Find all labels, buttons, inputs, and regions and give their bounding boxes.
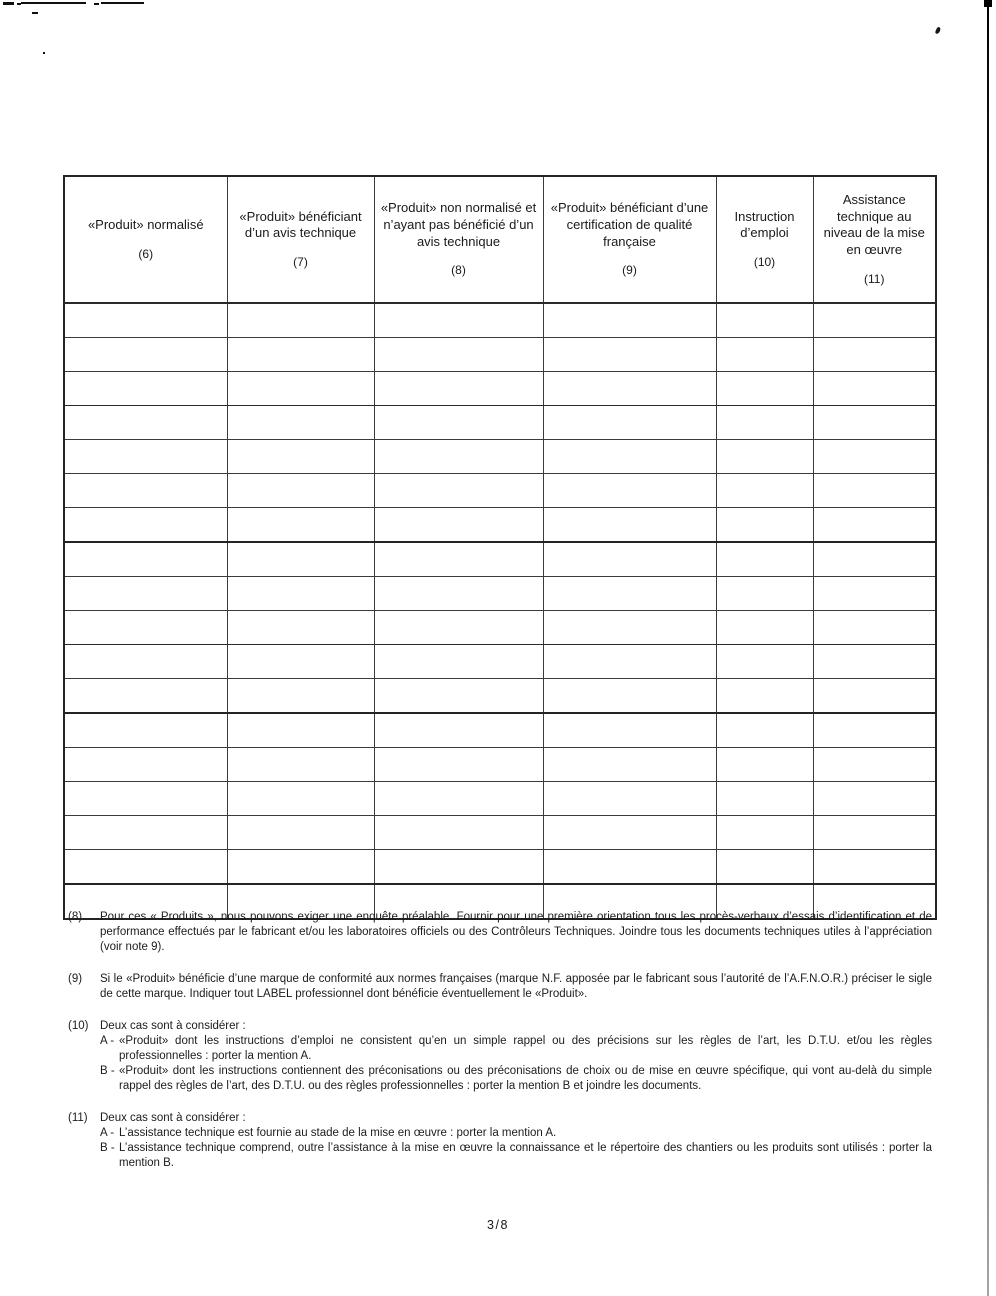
empty-cell: [543, 440, 716, 474]
empty-cell: [374, 474, 543, 508]
table-row: [64, 679, 936, 714]
empty-cell: [64, 679, 227, 714]
empty-cell: [813, 679, 936, 714]
empty-cell: [374, 645, 543, 679]
empty-cell: [813, 372, 936, 406]
column-label: «Produit» non normalisé et n’ayant pas bénéficié d’un avis technique: [380, 200, 537, 249]
case-marker: B -: [100, 1142, 115, 1154]
table-row: [64, 338, 936, 372]
column-label: «Produit» normalisé: [87, 217, 204, 232]
empty-cell: [374, 850, 543, 885]
footnote-9: [68, 972, 932, 1002]
empty-cell: [64, 440, 227, 474]
scan-mark-dash: [3, 2, 14, 5]
footnote-number: (11): [68, 1112, 88, 1124]
empty-cell: [64, 508, 227, 543]
table-row: [64, 816, 936, 850]
footnote-number: (10): [68, 1020, 89, 1032]
page-number: 3/8: [487, 1218, 509, 1232]
column-header-certification-qualite: [543, 176, 716, 303]
case-marker: A -: [100, 1035, 115, 1047]
empty-cell: [543, 577, 716, 611]
footnote-intro: Deux cas sont à considérer :: [100, 1112, 246, 1124]
empty-cell: [227, 782, 374, 816]
empty-cell: [227, 406, 374, 440]
footnote-number: (9): [68, 973, 83, 985]
empty-cell: [227, 577, 374, 611]
empty-cell: [716, 542, 813, 577]
empty-cell: [716, 748, 813, 782]
empty-cell: [64, 406, 227, 440]
footnote-case-b: [100, 1141, 932, 1171]
table-body: [64, 303, 936, 919]
column-note: (8): [451, 263, 466, 278]
empty-cell: [64, 782, 227, 816]
empty-cell: [813, 611, 936, 645]
empty-cell: [64, 850, 227, 885]
empty-cell: [64, 577, 227, 611]
empty-cell: [227, 474, 374, 508]
empty-cell: [64, 474, 227, 508]
empty-cell: [374, 782, 543, 816]
empty-cell: [716, 372, 813, 406]
empty-cell: [543, 782, 716, 816]
empty-cell: [543, 645, 716, 679]
table-row: [64, 713, 936, 748]
case-marker: B -: [100, 1065, 115, 1077]
table-row: [64, 850, 936, 885]
scan-mark-comma: [935, 26, 942, 34]
empty-cell: [716, 440, 813, 474]
empty-cell: [374, 406, 543, 440]
footnote-intro: Deux cas sont à considérer :: [100, 1020, 246, 1032]
table-row: [64, 474, 936, 508]
empty-cell: [543, 542, 716, 577]
scan-mark-dash: [94, 3, 99, 5]
empty-cell: [64, 645, 227, 679]
column-note: (11): [864, 271, 885, 286]
empty-cell: [374, 303, 543, 338]
empty-cell: [374, 542, 543, 577]
empty-cell: [374, 372, 543, 406]
empty-cell: [64, 748, 227, 782]
empty-cell: [543, 850, 716, 885]
empty-cell: [543, 748, 716, 782]
empty-cell: [543, 611, 716, 645]
empty-cell: [64, 338, 227, 372]
empty-cell: [716, 406, 813, 440]
empty-cell: [64, 372, 227, 406]
empty-cell: [374, 816, 543, 850]
empty-cell: [543, 713, 716, 748]
empty-cell: [813, 782, 936, 816]
empty-cell: [813, 303, 936, 338]
empty-cell: [543, 303, 716, 338]
column-header-instruction-emploi: [716, 176, 813, 303]
empty-cell: [813, 440, 936, 474]
empty-cell: [543, 508, 716, 543]
empty-cell: [716, 679, 813, 714]
empty-cell: [716, 508, 813, 543]
empty-cell: [716, 645, 813, 679]
column-label: «Produit» bénéficiant d’un avis technique: [239, 208, 362, 241]
empty-cell: [227, 542, 374, 577]
empty-cell: [813, 645, 936, 679]
footnote-11: [68, 1111, 932, 1171]
empty-cell: [64, 713, 227, 748]
empty-cell: [813, 816, 936, 850]
empty-cell: [543, 372, 716, 406]
footnote-number: (8): [68, 911, 83, 923]
scan-mark-dash: [32, 12, 38, 14]
empty-cell: [543, 474, 716, 508]
empty-cell: [813, 338, 936, 372]
empty-cell: [227, 645, 374, 679]
empty-cell: [227, 372, 374, 406]
empty-cell: [64, 816, 227, 850]
empty-cell: [543, 816, 716, 850]
empty-cell: [374, 338, 543, 372]
table-row: [64, 748, 936, 782]
empty-cell: [374, 713, 543, 748]
empty-cell: [543, 679, 716, 714]
column-label: Instruction d’emploi: [734, 208, 795, 241]
table-row: [64, 782, 936, 816]
footnote-case-b: [100, 1064, 932, 1094]
column-header-avis-technique: [227, 176, 374, 303]
empty-cell: [813, 850, 936, 885]
empty-cell: [64, 303, 227, 338]
column-note: (7): [293, 254, 308, 269]
empty-cell: [227, 816, 374, 850]
column-label: Assistance technique au niveau de la mise en œuvre: [823, 192, 925, 257]
table-row: [64, 645, 936, 679]
empty-cell: [813, 508, 936, 543]
empty-cell: [227, 713, 374, 748]
case-text: «Produit» dont les instructions contiennent des préconisations ou des préconisations de choix ou de mise en œuvre spécifique, qui vont au-delà du simple rappel des règles de l’art, des D.T.U. ou des règles professionnelles : porter la mention B et joindre les documents.: [119, 1065, 932, 1092]
header-row: [64, 176, 936, 303]
empty-cell: [543, 406, 716, 440]
case-marker: A -: [100, 1127, 115, 1139]
empty-cell: [813, 406, 936, 440]
empty-cell: [227, 338, 374, 372]
case-text: L’assistance technique est fournie au stade de la mise en œuvre : porter la mention A.: [119, 1127, 557, 1139]
case-text: L’assistance technique comprend, outre l’assistance à la mise en œuvre la connaissance et le répertoire des chantiers ou les produits sont utilisés : porter la mention B.: [119, 1142, 932, 1169]
scan-mark-line: [101, 2, 144, 4]
footnotes-section: [68, 910, 932, 1188]
empty-cell: [813, 474, 936, 508]
empty-cell: [813, 748, 936, 782]
table-row: [64, 542, 936, 577]
table-row: [64, 372, 936, 406]
empty-cell: [716, 577, 813, 611]
empty-cell: [716, 474, 813, 508]
empty-cell: [374, 508, 543, 543]
empty-cell: [374, 440, 543, 474]
column-header-assistance-technique: [813, 176, 936, 303]
footnote-case-a: [100, 1034, 932, 1064]
table-row: [64, 440, 936, 474]
empty-cell: [374, 611, 543, 645]
empty-cell: [813, 577, 936, 611]
empty-cell: [227, 440, 374, 474]
column-label: «Produit» bénéficiant d’une certification de qualité française: [550, 200, 709, 249]
case-text: «Produit» dont les instructions d’emploi ne consistent qu’en un simple rappel ou des précisions sur les règles de l’art, les D.T.U. et/ou les règles professionnelles : porter la mention A.: [119, 1035, 932, 1062]
empty-cell: [227, 850, 374, 885]
empty-cell: [716, 338, 813, 372]
empty-cell: [227, 679, 374, 714]
column-header-produit-normalise: [64, 176, 227, 303]
empty-cell: [64, 611, 227, 645]
empty-cell: [374, 577, 543, 611]
footnote-text: Pour ces « Produits », nous pouvons exiger une enquête préalable. Fournir pour une première orientation tous les procès-verbaux d’essais d’identification et de performance effectués par le fabricant et/ou les laboratoires officiels ou des Contrôleurs Techniques. Joindre tous les documents techniques utiles à l’appréciation (voir note 9).: [100, 911, 932, 953]
empty-cell: [374, 748, 543, 782]
footnote-text: Si le «Produit» bénéficie d’une marque de conformité aux normes françaises (marque N.F. apposée par le fabricant sous l’autorité de l’A.F.N.O.R.) préciser le sigle de cette marque. Indiquer tout LABEL professionnel dont bénéficie éventuellement le «Produit».: [100, 973, 932, 1000]
empty-cell: [543, 338, 716, 372]
table-header: [64, 176, 936, 303]
footnote-8: [68, 910, 932, 955]
footnote-10: [68, 1019, 932, 1094]
table-row: [64, 508, 936, 543]
scan-mark-line: [21, 2, 86, 4]
empty-cell: [813, 713, 936, 748]
column-note: (9): [622, 263, 637, 278]
empty-cell: [716, 782, 813, 816]
scan-mark-dot: [43, 52, 45, 54]
table-row: [64, 406, 936, 440]
scan-edge-line: [987, 0, 989, 1296]
empty-cell: [716, 303, 813, 338]
empty-cell: [716, 713, 813, 748]
table-row: [64, 303, 936, 338]
empty-cell: [374, 679, 543, 714]
empty-cell: [227, 508, 374, 543]
table-row: [64, 577, 936, 611]
column-header-non-normalise: [374, 176, 543, 303]
empty-cell: [716, 611, 813, 645]
products-table: [63, 175, 937, 920]
column-note: (10): [753, 254, 776, 269]
footnote-case-a: [100, 1126, 932, 1141]
empty-cell: [227, 748, 374, 782]
empty-cell: [227, 611, 374, 645]
empty-cell: [227, 303, 374, 338]
empty-cell: [64, 542, 227, 577]
table-row: [64, 611, 936, 645]
empty-cell: [716, 850, 813, 885]
empty-cell: [716, 816, 813, 850]
column-note: (6): [138, 246, 154, 261]
empty-cell: [813, 542, 936, 577]
